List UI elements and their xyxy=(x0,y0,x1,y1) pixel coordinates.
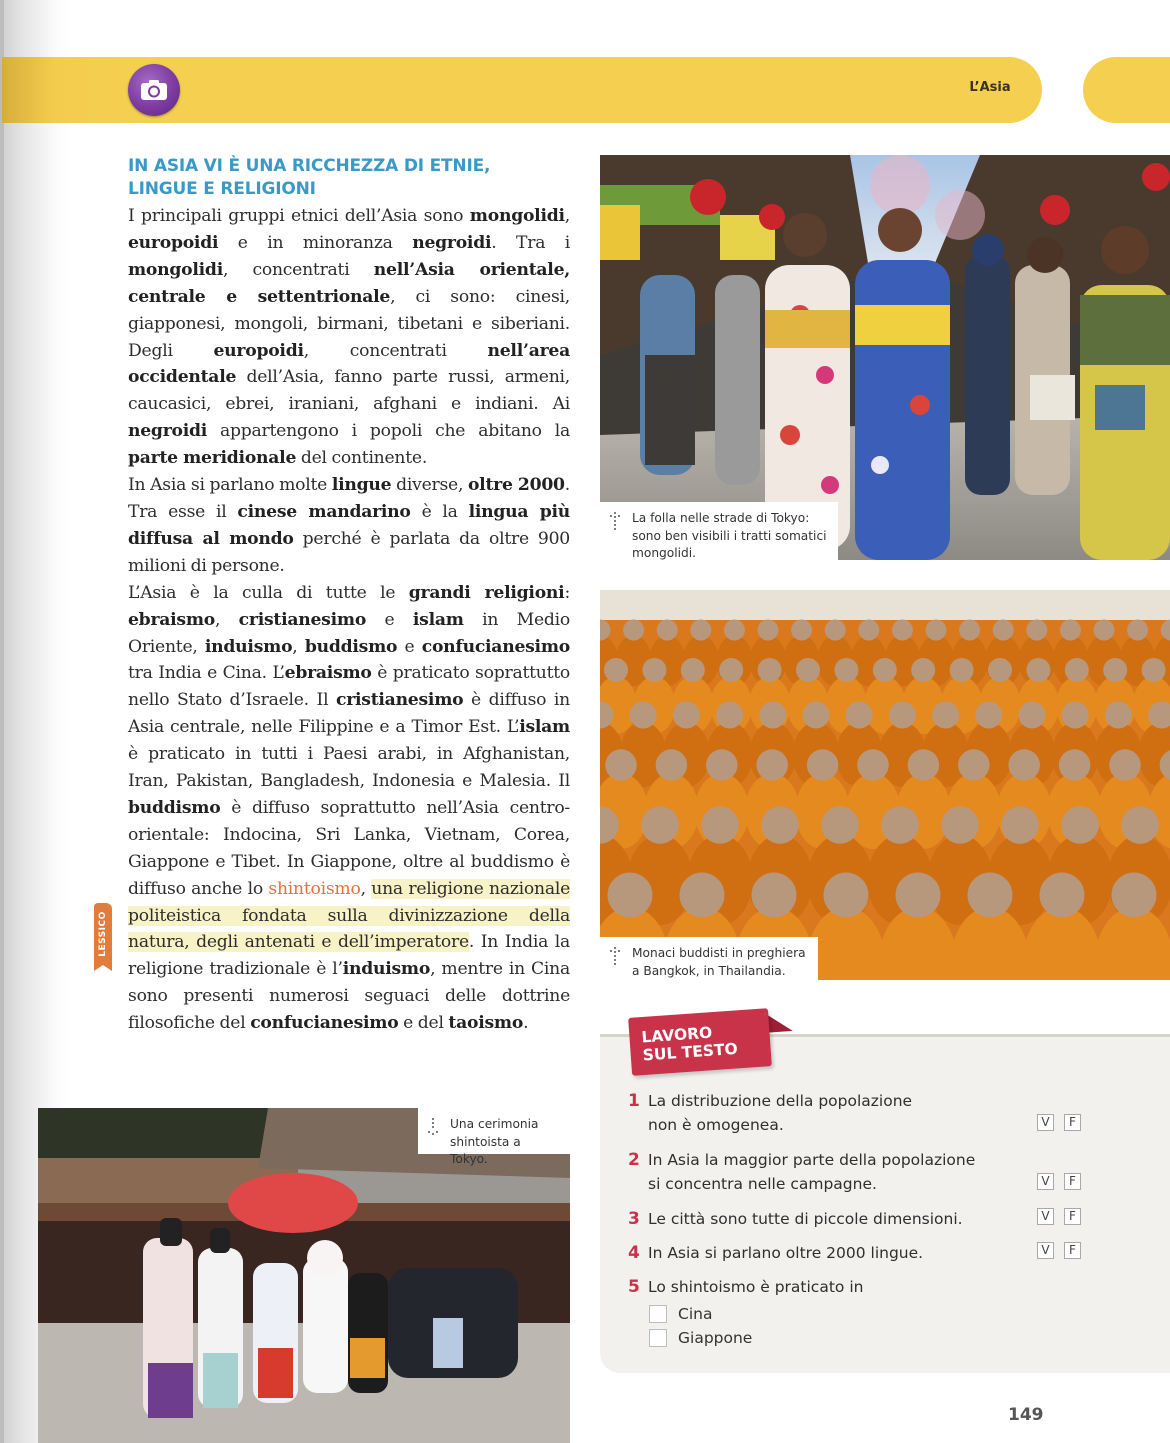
question-text: non è omogenea. xyxy=(648,1116,784,1134)
photo-buddhist-monks xyxy=(600,590,1170,980)
monk-head xyxy=(1127,620,1148,641)
true-checkbox[interactable]: V xyxy=(1037,1173,1054,1190)
monk-head xyxy=(1105,702,1132,729)
monk-head xyxy=(1060,620,1081,641)
false-checkbox[interactable]: F xyxy=(1064,1173,1081,1190)
bold-keyword: negroidi xyxy=(128,421,208,442)
monk-head xyxy=(656,749,688,781)
question-text: Lo shintoismo è praticato in xyxy=(648,1278,864,1296)
question-number: 4 xyxy=(628,1243,640,1263)
monk-head xyxy=(756,749,788,781)
page-number: 149 xyxy=(1008,1405,1044,1425)
bold-keyword: lingue xyxy=(331,475,392,496)
text-run: . In India la religione tradizionale è l’ xyxy=(128,932,570,980)
text-run: dell’Asia, fanno parte russi, armeni, caucasici, ebrei, iraniani, afghani e indiani. Ai xyxy=(128,367,570,415)
monk-head xyxy=(641,806,679,844)
bold-keyword: oltre 2000 xyxy=(467,475,565,496)
monk-head xyxy=(623,620,644,641)
monk-head xyxy=(642,658,666,682)
monk-head xyxy=(908,749,940,781)
text-run: , ci sono: cinesi, giapponesi, mongoli, birmani, tibetani e siberiani. Degli xyxy=(128,286,570,361)
text-run: e xyxy=(397,636,422,657)
caption-line: Una cerimonia xyxy=(450,1117,539,1131)
bold-keyword: taoismo xyxy=(448,1013,524,1034)
true-checkbox[interactable]: V xyxy=(1037,1208,1054,1225)
text-run: . Tra i xyxy=(491,232,570,253)
bold-keyword: confucianesimo xyxy=(250,1013,399,1034)
monk-head xyxy=(724,620,745,641)
monk-head xyxy=(657,620,678,641)
option-label: Giappone xyxy=(678,1329,753,1347)
bold-keyword: ebraismo xyxy=(128,609,216,630)
monk-head xyxy=(1062,702,1089,729)
monk-head xyxy=(1061,806,1099,844)
question-number: 5 xyxy=(628,1277,640,1297)
monk-head xyxy=(758,620,779,641)
text-run: . Tra esse il xyxy=(128,475,570,522)
option-checkbox[interactable] xyxy=(649,1305,667,1323)
bold-keyword: cristianesimo xyxy=(238,609,367,630)
monk-head xyxy=(1094,620,1115,641)
monk-head xyxy=(824,873,869,918)
photo-pointer-icon xyxy=(426,1117,440,1137)
monk-head xyxy=(892,620,913,641)
monk-head xyxy=(1059,749,1091,781)
text-run: del continente. xyxy=(296,448,428,469)
text-run: e xyxy=(366,609,413,630)
monk-head xyxy=(759,702,786,729)
text-run: : xyxy=(564,582,570,603)
section-heading-line1: IN ASIA VI È UNA RICCHEZZA DI ETNIE, xyxy=(128,156,491,176)
bold-keyword: mongolidi xyxy=(128,259,223,280)
bold-keyword: confucianesimo xyxy=(421,636,570,657)
monk-head xyxy=(761,806,799,844)
monk-head xyxy=(889,702,916,729)
true-false-2 xyxy=(1037,1173,1081,1190)
monk-head xyxy=(1142,658,1166,682)
body-paragraph xyxy=(128,472,570,580)
bold-keyword: parte meridionale xyxy=(128,448,297,469)
question-2 xyxy=(628,1148,1028,1196)
monk-head xyxy=(821,806,859,844)
section-heading xyxy=(128,155,578,201)
monk-head xyxy=(968,873,1013,918)
text-run: , mentre in Cina sono presenti numerosi seguaci delle dottrine filosofiche del xyxy=(128,959,570,1034)
exercise-title-line1: LAVORO xyxy=(640,1023,713,1047)
monk-head xyxy=(926,620,947,641)
bold-keyword: lingua più diffusa al mondo xyxy=(128,501,571,549)
monk-head xyxy=(1103,658,1127,682)
monk-head xyxy=(807,749,839,781)
question-text: In Asia si parlano oltre 2000 lingue. xyxy=(648,1244,924,1262)
caption-line: sono ben visibili i tratti somatici xyxy=(632,528,827,543)
exercise-title-line2: SUL TESTO xyxy=(642,1039,739,1065)
bold-keyword: mongolidi xyxy=(469,206,565,226)
text-run: e in minoranza xyxy=(218,232,413,253)
question-number: 1 xyxy=(628,1091,640,1111)
photo-tokyo-crowd xyxy=(600,155,1170,560)
monk-head xyxy=(690,620,711,641)
caption-shinto-ceremony xyxy=(418,1108,570,1166)
bold-keyword: grandi religioni xyxy=(408,582,565,603)
caption-line: a Bangkok, in Thailandia. xyxy=(632,963,786,978)
text-run: , xyxy=(292,636,305,657)
text-run: è praticato in tutti i Paesi arabi, in Afghanistan, Iran, Pakistan, Bangladesh, Indonesia e Malesia. Il xyxy=(128,744,570,792)
option-checkbox[interactable] xyxy=(649,1329,667,1347)
monk-head xyxy=(680,873,725,918)
glossary-term[interactable]: shintoismo xyxy=(268,878,361,899)
camera-icon xyxy=(128,64,180,116)
monk-head xyxy=(932,702,959,729)
monk-head xyxy=(993,620,1014,641)
monk-head xyxy=(608,873,653,918)
text-run: e del xyxy=(398,1013,449,1034)
monk-head xyxy=(1026,658,1050,682)
monk-head xyxy=(716,702,743,729)
monk-head xyxy=(834,658,858,682)
text-run: appartengono i popoli che abitano la xyxy=(207,421,570,442)
monk-head xyxy=(706,749,738,781)
question-number: 2 xyxy=(628,1150,640,1170)
text-run: tra India e Cina. L’ xyxy=(128,663,285,684)
monk-head xyxy=(1008,749,1039,781)
monk-head xyxy=(975,702,1002,729)
bold-keyword: europoidi xyxy=(128,232,219,253)
text-run: I principali gruppi etnici dell’Asia sono xyxy=(128,206,470,226)
text-run: , concentrati xyxy=(303,340,488,361)
monk-head xyxy=(719,658,743,682)
text-run: in Medio Oriente, xyxy=(128,609,570,657)
chapter-title: L’Asia xyxy=(969,80,1011,95)
bold-keyword: ebraismo xyxy=(284,663,372,684)
photo-pointer-icon xyxy=(608,946,622,966)
monk-head xyxy=(752,873,797,918)
monk-head xyxy=(1112,873,1157,918)
question-text: La distribuzione della popolazione xyxy=(648,1092,913,1110)
monk-head xyxy=(1109,749,1141,781)
caption-line: shintoista a Tokyo. xyxy=(450,1134,521,1166)
monk-head xyxy=(988,658,1012,682)
monk-head xyxy=(803,702,830,729)
option-giappone[interactable] xyxy=(649,1329,752,1347)
question-1 xyxy=(628,1089,1028,1137)
text-run: , xyxy=(215,609,239,630)
caption-line: Monaci buddisti in preghiera xyxy=(632,946,806,960)
bold-keyword: buddismo xyxy=(304,636,398,657)
bold-keyword: cristianesimo xyxy=(335,690,464,711)
header-band-tab xyxy=(1083,57,1170,123)
monk-head xyxy=(941,806,979,844)
lessico-tab[interactable] xyxy=(94,903,112,965)
question-text: si concentra nelle campagne. xyxy=(648,1175,877,1193)
text-run: è diffuso soprattutto nell’Asia centro-orientale: Indocina, Sri Lanka, Vietnam, Corea, Giappone e Tibet. In Giappone, oltre al buddismo è diffuso anche lo xyxy=(128,797,570,899)
monk-head xyxy=(1065,658,1089,682)
true-false-1 xyxy=(1037,1114,1081,1131)
false-checkbox[interactable]: F xyxy=(1064,1242,1081,1259)
option-cina[interactable] xyxy=(649,1305,712,1323)
monk-head xyxy=(796,658,820,682)
monk-head xyxy=(630,702,657,729)
monk-head xyxy=(701,806,739,844)
option-label: Cina xyxy=(678,1305,713,1323)
text-run: L’Asia è la culla di tutte le xyxy=(128,582,409,603)
caption-monks xyxy=(600,937,818,984)
text-run: , concentrati xyxy=(222,259,374,280)
bold-keyword: cinese mandarino xyxy=(237,501,411,522)
lessico-label: LESSICO xyxy=(98,911,109,957)
monk-head xyxy=(1001,806,1039,844)
monk-head xyxy=(791,620,812,641)
true-false-3 xyxy=(1037,1208,1081,1225)
monk-head xyxy=(911,658,935,682)
true-checkbox[interactable]: V xyxy=(1037,1114,1054,1131)
false-checkbox[interactable]: F xyxy=(1064,1114,1081,1131)
text-run: è praticato soprattutto nello Stato d’Israele. Il xyxy=(128,663,570,711)
bold-keyword: induismo xyxy=(342,959,431,980)
text-run: , xyxy=(360,878,372,899)
photo-pointer-icon xyxy=(608,511,622,531)
bold-keyword: nell’Asia orientale, centrale e settentrionale xyxy=(128,259,571,307)
caption-line: La folla nelle strade di Tokyo: xyxy=(632,511,810,525)
monk-head xyxy=(673,702,700,729)
text-run: . xyxy=(523,1013,529,1034)
question-number: 3 xyxy=(628,1209,640,1229)
text-run: perché è parlata da oltre 900 milioni di persone. xyxy=(128,528,570,576)
body-text xyxy=(128,203,570,1037)
caption-line: mongolidi. xyxy=(632,546,697,560)
monk-head xyxy=(857,749,889,781)
monk-head xyxy=(1121,806,1159,844)
bold-keyword: buddismo xyxy=(128,797,221,818)
question-text: In Asia la maggior parte della popolazione xyxy=(648,1151,976,1169)
question-3 xyxy=(628,1207,1028,1231)
true-checkbox[interactable]: V xyxy=(1037,1242,1054,1259)
bold-keyword: negroidi xyxy=(412,232,492,253)
bold-keyword: induismo xyxy=(204,636,293,657)
page-edge xyxy=(0,0,4,1443)
monk-head xyxy=(605,749,637,781)
monk-head xyxy=(681,658,705,682)
text-run: è diffuso in Asia centrale, nelle Filippine e a Timor Est. L’ xyxy=(128,690,570,738)
true-false-4 xyxy=(1037,1242,1081,1259)
monk-head xyxy=(1019,702,1046,729)
monk-head xyxy=(846,702,873,729)
question-5 xyxy=(628,1275,1028,1299)
monk-head xyxy=(896,873,941,918)
glossary-definition: una religione nazionale politeistica fondata sulla divinizzazione della natura, degli antenati e dell’imperatore xyxy=(128,878,570,953)
bold-keyword: islam xyxy=(412,609,464,630)
section-heading-line2: LINGUE E RELIGIONI xyxy=(128,179,316,199)
text-run: diverse, xyxy=(391,475,468,496)
question-text: Le città sono tutte di piccole dimensioni. xyxy=(648,1210,963,1228)
text-run: , xyxy=(564,206,570,226)
false-checkbox[interactable]: F xyxy=(1064,1208,1081,1225)
monk-head xyxy=(881,806,919,844)
monk-head xyxy=(758,658,782,682)
monk-head xyxy=(1040,873,1085,918)
body-paragraph xyxy=(128,203,570,472)
bold-keyword: europoidi xyxy=(213,340,304,361)
monk-head xyxy=(858,620,879,641)
monk-head xyxy=(873,658,897,682)
body-paragraph xyxy=(128,580,570,1037)
monk-head xyxy=(959,620,980,641)
caption-tokyo-crowd xyxy=(600,502,838,566)
monk-head xyxy=(1026,620,1047,641)
bold-keyword: islam xyxy=(519,717,570,738)
bold-keyword: nell’area occidentale xyxy=(128,340,570,388)
monk-head xyxy=(825,620,846,641)
text-run: è la xyxy=(410,501,469,522)
question-4 xyxy=(628,1241,1028,1265)
monk-head xyxy=(604,658,628,682)
monk-head xyxy=(950,658,974,682)
text-run: In Asia si parlano molte xyxy=(128,475,332,496)
monk-head xyxy=(958,749,990,781)
